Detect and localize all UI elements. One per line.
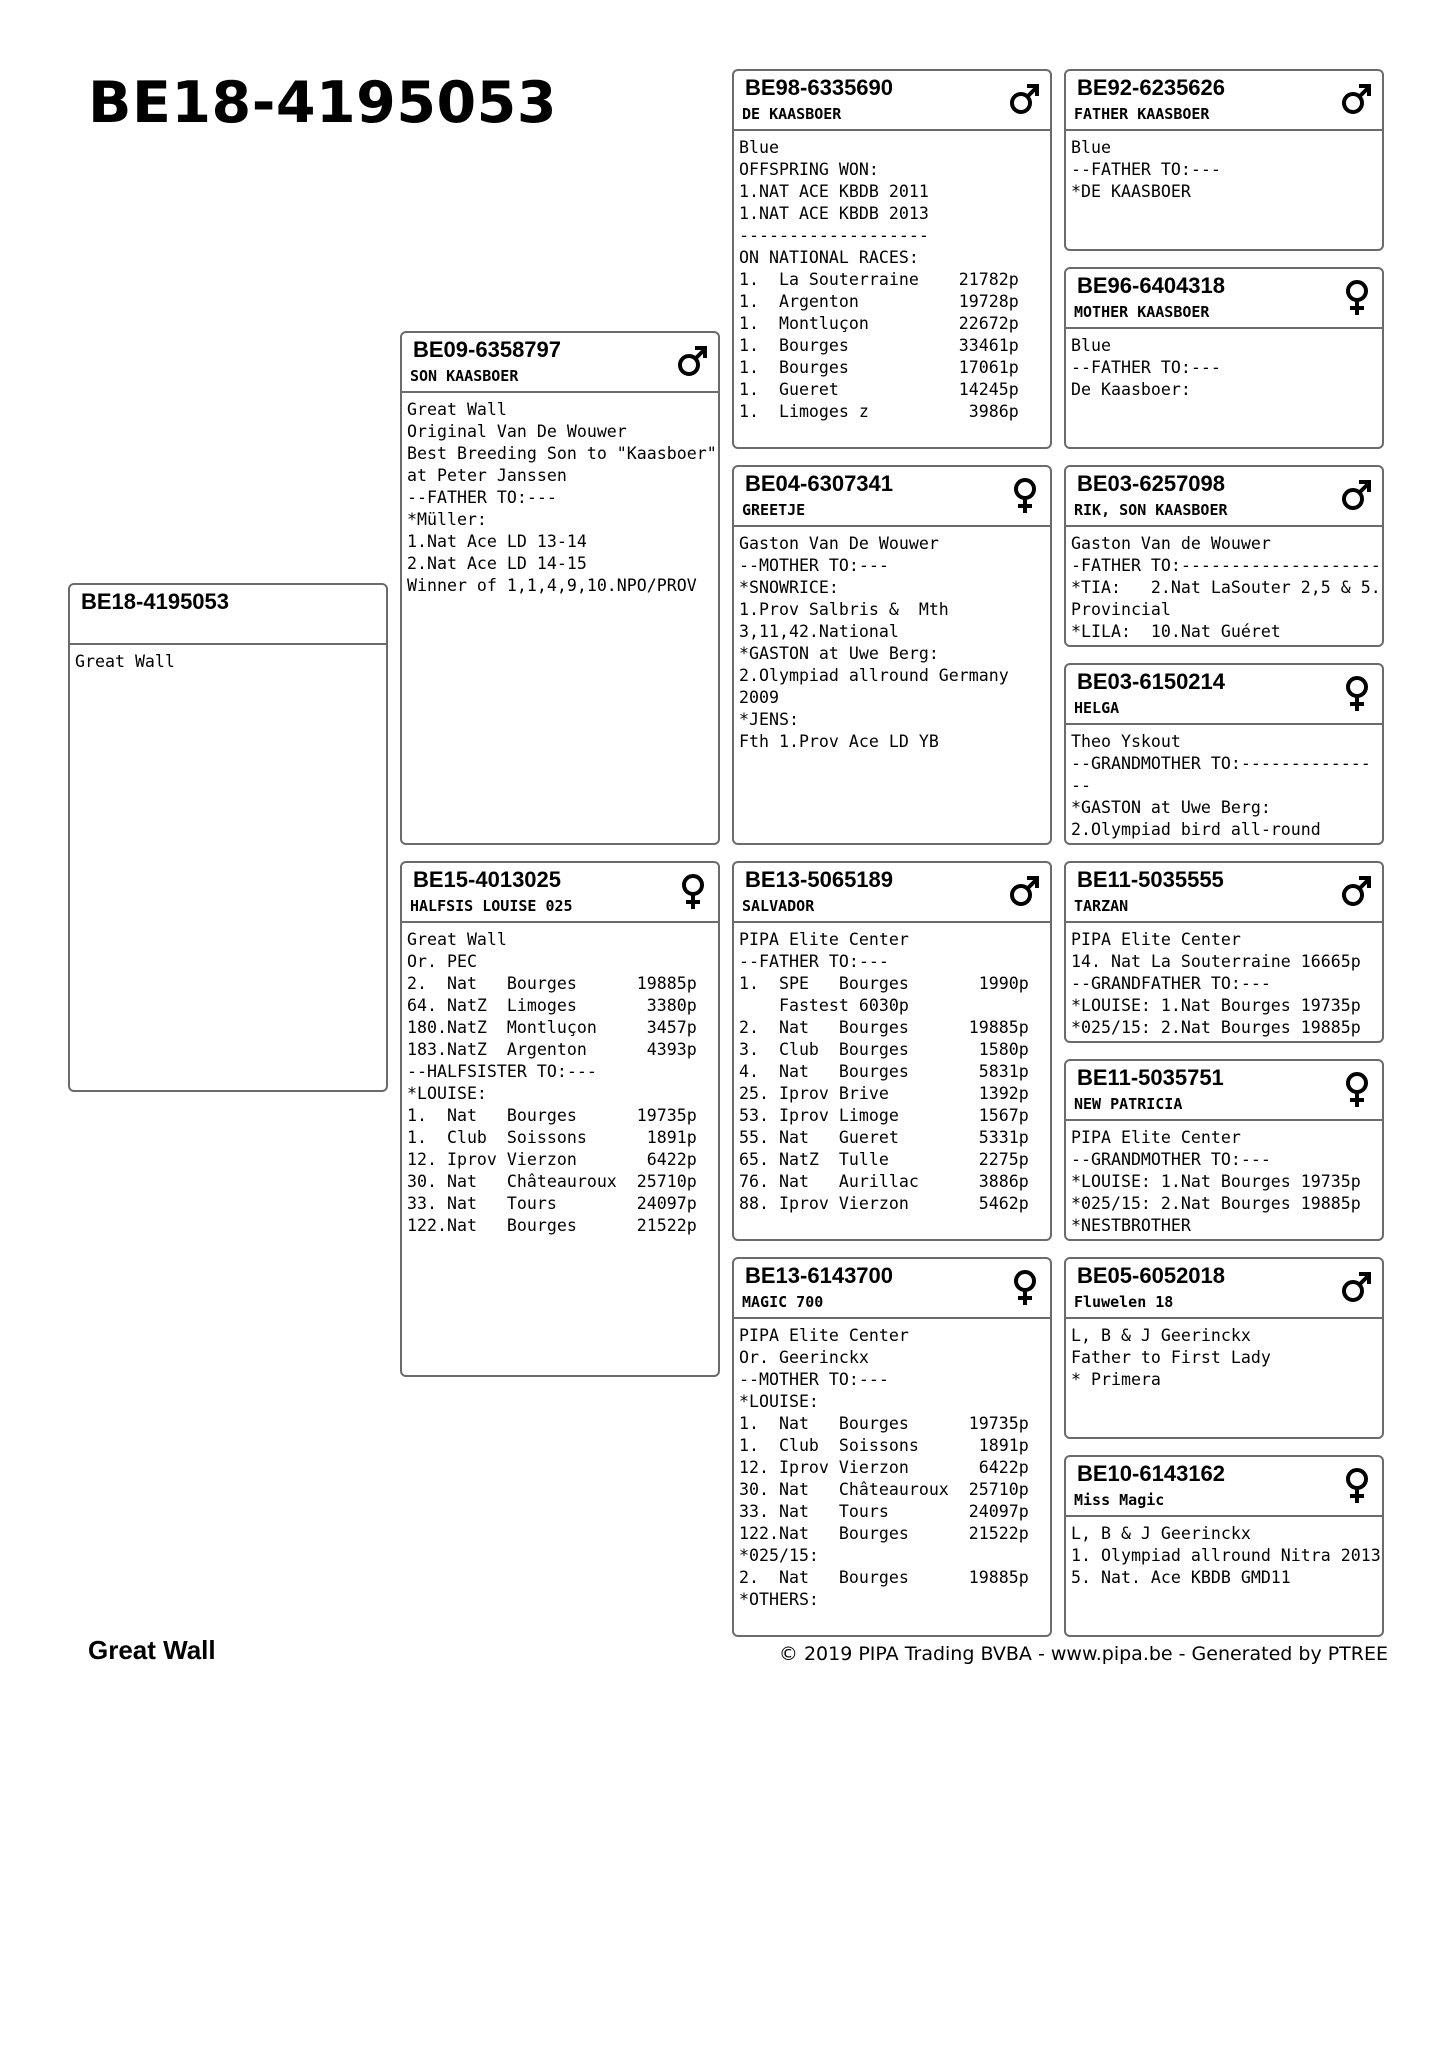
pedigree-card-dds[interactable] bbox=[1064, 1257, 1384, 1439]
ring-number: BE10-6143162 bbox=[1077, 1461, 1226, 1486]
male-icon bbox=[1340, 871, 1374, 911]
ring-number: BE03-6150214 bbox=[1077, 669, 1226, 694]
card-header bbox=[734, 863, 1050, 923]
card-notes: Theo Yskout --GRANDMOTHER TO:------------- -- *GASTON at Uwe Berg: 2.Olympiad bird all-round bbox=[1071, 732, 1371, 839]
card-header bbox=[1066, 863, 1382, 923]
pedigree-card-sds[interactable] bbox=[1064, 465, 1384, 647]
female-icon bbox=[1340, 673, 1374, 713]
ring-number: BE13-5065189 bbox=[745, 867, 894, 892]
card-notes: Great Wall Or. PEC 2. Nat Bourges 19885p 64. NatZ Limoges 3380p 180.NatZ Montluçon 3457p 183.NatZ Argenton 4393p --HALFSISTER TO:--- *LOUISE: 1. Nat Bourges 19735p 1. Club Soissons 1891p 12. Iprov Vierzon 6422p 30. Nat Châteauroux 25710p 33. Nat Tours 24097p 122.Nat Bourges 21522p bbox=[407, 930, 697, 1235]
card-notes: Great Wall Original Van De Wouwer Best Breeding Son to "Kaasboer" at Peter Janssen --FATHER TO:--- *Müller: 1.Nat Ace LD 13-14 2.Nat Ace LD 14-15 Winner of 1,1,4,9,10.NPO/PROV bbox=[407, 400, 717, 595]
ring-number: BE11-5035555 bbox=[1077, 867, 1224, 892]
card-header bbox=[402, 333, 718, 393]
pigeon-name: MAGIC 700 bbox=[742, 1293, 824, 1311]
male-icon bbox=[1340, 475, 1374, 515]
ring-number: BE04-6307341 bbox=[745, 471, 894, 496]
pigeon-name: MOTHER KAASBOER bbox=[1074, 303, 1210, 321]
card-notes: Gaston Van De Wouwer --MOTHER TO:--- *SNOWRICE: 1.Prov Salbris & Mth 3,11,42.National *GASTON at Uwe Berg: 2.Olympiad allround Germany 2009 *JENS: Fth 1.Prov Ace LD YB bbox=[739, 534, 1009, 751]
male-icon bbox=[1340, 79, 1374, 119]
ring-number: BE13-6143700 bbox=[745, 1263, 894, 1288]
card-notes: PIPA Elite Center --FATHER TO:--- 1. SPE Bourges 1990p Fastest 6030p 2. Nat Bourges 19885p 3. Club Bourges 1580p 4. Nat Bourges 5831p 25. Iprov Brive 1392p 53. Iprov Limoge 1567p 55. Nat Gueret 5331p 65. NatZ Tulle 2275p 76. Nat Aurillac 3886p 88. Iprov Vierzon 5462p bbox=[739, 930, 1029, 1213]
pigeon-name: Fluwelen 18 bbox=[1074, 1293, 1174, 1311]
pigeon-name: GREETJE bbox=[742, 501, 806, 519]
male-icon bbox=[1008, 79, 1042, 119]
card-header bbox=[1066, 71, 1382, 131]
card-header bbox=[1066, 1457, 1382, 1517]
pedigree-card-subject[interactable] bbox=[68, 583, 388, 1092]
pigeon-name: DE KAASBOER bbox=[742, 105, 842, 123]
female-icon bbox=[1008, 1267, 1042, 1307]
pedigree-card-ddd[interactable] bbox=[1064, 1455, 1384, 1637]
ring-number: BE15-4013025 bbox=[413, 867, 562, 892]
card-notes: L, B & J Geerinckx Father to First Lady * Primera bbox=[1071, 1326, 1271, 1389]
pigeon-name: TARZAN bbox=[1074, 897, 1129, 915]
card-header bbox=[1066, 1061, 1382, 1121]
pedigree-card-sss[interactable] bbox=[1064, 69, 1384, 251]
pedigree-card-sire-sire[interactable] bbox=[732, 69, 1052, 449]
card-notes: Gaston Van de Wouwer -FATHER TO:-------------------- *TIA: 2.Nat LaSouter 2,5 & 5. Provincial *LILA: 10.Nat Guéret bbox=[1071, 534, 1381, 641]
pigeon-name: HELGA bbox=[1074, 699, 1120, 717]
ring-number: BE09-6358797 bbox=[413, 337, 562, 362]
pigeon-name: SALVADOR bbox=[742, 897, 815, 915]
card-header bbox=[1066, 269, 1382, 329]
card-header bbox=[734, 1259, 1050, 1319]
pedigree-card-sire[interactable] bbox=[400, 331, 720, 845]
male-icon bbox=[1340, 1267, 1374, 1307]
pigeon-name: SON KAASBOER bbox=[410, 367, 519, 385]
pedigree-card-dam-dam[interactable] bbox=[732, 1257, 1052, 1637]
card-notes: PIPA Elite Center 14. Nat La Souterraine 16665p --GRANDFATHER TO:--- *LOUISE: 1.Nat Bourges 19735p *025/15: 2.Nat Bourges 19885p bbox=[1071, 930, 1361, 1037]
footer-copyright: © 2019 PIPA Trading BVBA - www.pipa.be - Generated by PTREE bbox=[778, 1643, 1388, 1665]
card-header bbox=[1066, 467, 1382, 527]
ring-number: BE03-6257098 bbox=[1077, 471, 1226, 496]
female-icon bbox=[1008, 475, 1042, 515]
card-header bbox=[70, 585, 386, 645]
pedigree-card-dam[interactable] bbox=[400, 861, 720, 1377]
card-notes: Blue --FATHER TO:--- *DE KAASBOER bbox=[1071, 138, 1221, 201]
card-header bbox=[402, 863, 718, 923]
card-header bbox=[734, 467, 1050, 527]
ring-number: BE05-6052018 bbox=[1077, 1263, 1226, 1288]
ring-number: BE11-5035751 bbox=[1077, 1065, 1224, 1090]
ring-number: BE96-6404318 bbox=[1077, 273, 1226, 298]
card-header bbox=[1066, 1259, 1382, 1319]
card-notes: Great Wall bbox=[75, 652, 175, 671]
pedigree-card-dss[interactable] bbox=[1064, 861, 1384, 1043]
pigeon-name: NEW PATRICIA bbox=[1074, 1095, 1183, 1113]
pedigree-card-sire-dam[interactable] bbox=[732, 465, 1052, 845]
card-header bbox=[734, 71, 1050, 131]
pigeon-name: FATHER KAASBOER bbox=[1074, 105, 1210, 123]
pigeon-name: Miss Magic bbox=[1074, 1491, 1165, 1509]
card-notes: PIPA Elite Center Or. Geerinckx --MOTHER TO:--- *LOUISE: 1. Nat Bourges 19735p 1. Club Soissons 1891p 12. Iprov Vierzon 6422p 30. Nat Châteauroux 25710p 33. Nat Tours 24097p 122.Nat Bourges 21522p *025/15: 2. Nat Bourges 19885p *OTHERS: bbox=[739, 1326, 1029, 1609]
pigeon-name: RIK, SON KAASBOER bbox=[1074, 501, 1228, 519]
female-icon bbox=[1340, 277, 1374, 317]
pedigree-card-ssd[interactable] bbox=[1064, 267, 1384, 449]
ring-number: BE18-4195053 bbox=[81, 589, 230, 614]
female-icon bbox=[676, 871, 710, 911]
card-notes: L, B & J Geerinckx 1. Olympiad allround Nitra 2013 5. Nat. Ace KBDB GMD11 bbox=[1071, 1524, 1381, 1587]
pedigree-card-sdd[interactable] bbox=[1064, 663, 1384, 845]
ring-number: BE98-6335690 bbox=[745, 75, 894, 100]
male-icon bbox=[676, 341, 710, 381]
card-notes: Blue --FATHER TO:--- De Kaasboer: bbox=[1071, 336, 1221, 399]
card-notes: Blue OFFSPRING WON: 1.NAT ACE KBDB 2011 1.NAT ACE KBDB 2013 ------------------- ON NATIONAL RACES: 1. La Souterraine 21782p 1. Argenton 19728p 1. Montluçon 22672p 1. Bourges 33461p 1. Bourges 17061p 1. Gueret 14245p 1. Limoges z 3986p bbox=[739, 138, 1019, 421]
male-icon bbox=[1008, 871, 1042, 911]
page-title: BE18-4195053 bbox=[88, 70, 557, 136]
pigeon-name: HALFSIS LOUISE 025 bbox=[410, 897, 573, 915]
card-header bbox=[1066, 665, 1382, 725]
ring-number: BE92-6235626 bbox=[1077, 75, 1226, 100]
female-icon bbox=[1340, 1069, 1374, 1109]
footer-pigeon-name: Great Wall bbox=[88, 1635, 216, 1665]
pedigree-card-dam-sire[interactable] bbox=[732, 861, 1052, 1241]
female-icon bbox=[1340, 1465, 1374, 1505]
pedigree-card-dsd[interactable] bbox=[1064, 1059, 1384, 1241]
card-notes: PIPA Elite Center --GRANDMOTHER TO:--- *LOUISE: 1.Nat Bourges 19735p *025/15: 2.Nat Bourges 19885p *NESTBROTHER bbox=[1071, 1128, 1361, 1235]
